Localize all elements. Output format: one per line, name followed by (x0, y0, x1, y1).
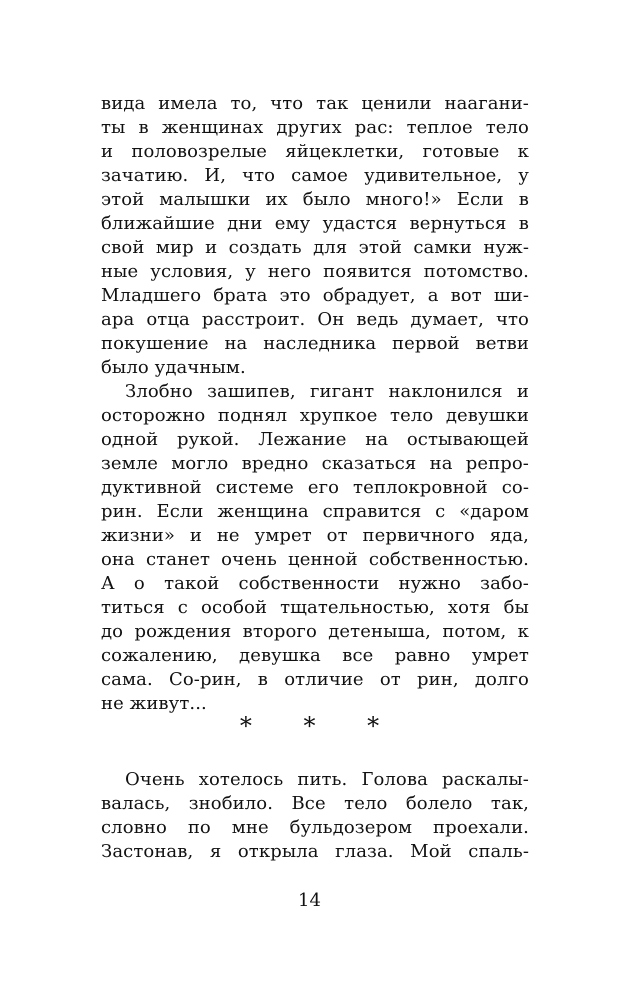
text-line: Младшего брата это обрадует, а вот ши- (101, 285, 529, 306)
text-line: сама. Со-рин, в отличие от рин, долго (101, 669, 529, 690)
page-number: 14 (298, 890, 321, 911)
text-line: свой мир и создать для этой самки нуж- (101, 237, 529, 258)
text-line: валась, знобило. Все тело болело так, (101, 793, 529, 814)
text-line: рин. Если женщина справится с «даром (101, 501, 529, 522)
text-line: земле могло вредно сказаться на репро- (101, 453, 529, 474)
text-line: она станет очень ценной собственностью. (101, 549, 529, 570)
text-line: одной рукой. Лежание на остывающей (101, 429, 529, 450)
scene-separator: * * * (239, 712, 402, 740)
text-line: Злобно зашипев, гигант наклонился и (125, 381, 529, 402)
text-line: осторожно поднял хрупкое тело девушки (101, 405, 529, 426)
text-line: этой малышки их было много!» Если в (101, 189, 529, 210)
text-line: титься с особой тщательностью, хотя бы (101, 597, 529, 618)
text-line: до рождения второго детеныша, потом, к (101, 621, 529, 642)
text-line: ара отца расстроит. Он ведь думает, что (101, 309, 529, 330)
text-line: жизни» и не умрет от первичного яда, (101, 525, 529, 546)
text-line: Застонав, я открыла глаза. Мой спаль- (101, 841, 529, 862)
text-line: зачатию. И, что самое удивительное, у (101, 165, 529, 186)
text-line: было удачным. (101, 357, 246, 378)
text-line: не живут... (101, 693, 207, 714)
text-line: сожалению, девушка все равно умрет (101, 645, 529, 666)
text-line: дуктивной системе его теплокровной со- (101, 477, 529, 498)
text-line: покушение на наследника первой ветви (101, 333, 529, 354)
text-line: ты в женщинах других рас: теплое тело (101, 117, 529, 138)
text-line: вида имела то, что так ценили наагани- (101, 93, 529, 114)
text-line: Очень хотелось пить. Голова раскалы- (125, 769, 529, 790)
text-line: А о такой собственности нужно забо- (101, 573, 529, 594)
text-line: ные условия, у него появится потомство. (101, 261, 529, 282)
text-line: ближайшие дни ему удастся вернуться в (101, 213, 529, 234)
text-line: и половозрелые яйцеклетки, готовые к (101, 141, 529, 162)
text-line: словно по мне бульдозером проехали. (101, 817, 529, 838)
